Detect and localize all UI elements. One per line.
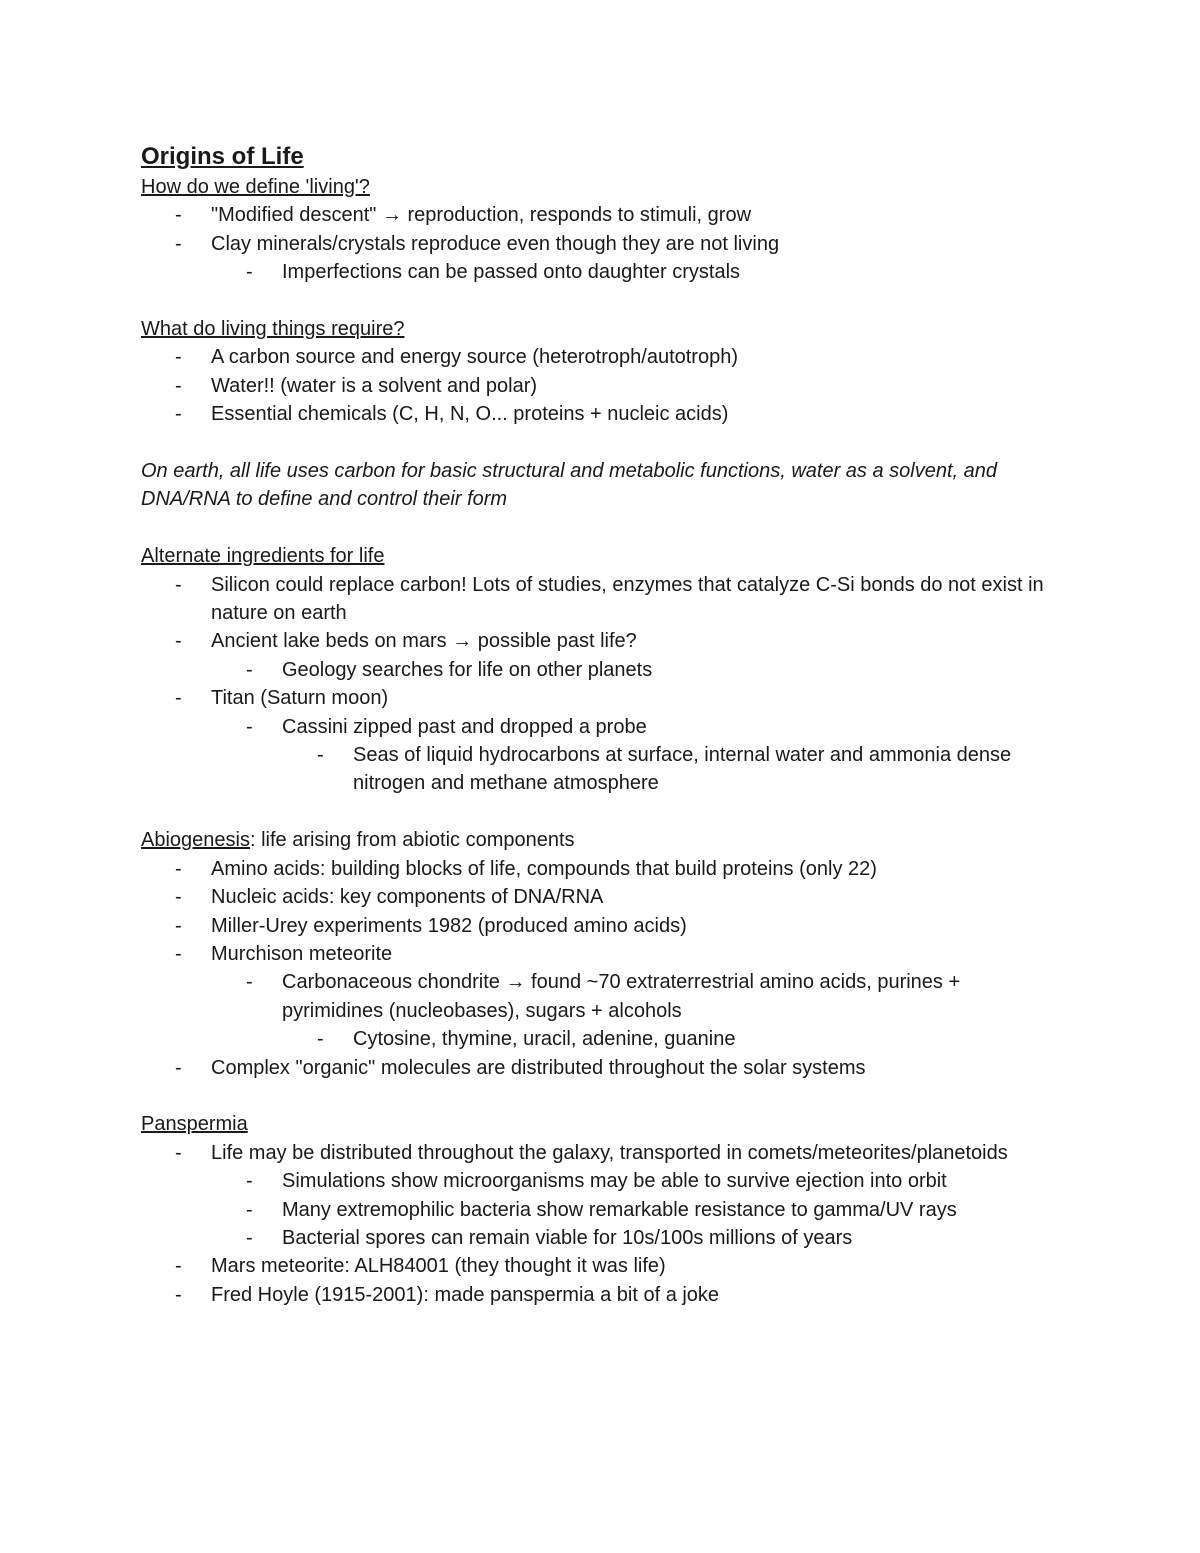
list-item xyxy=(141,940,1061,968)
section-heading-text: What do living things require? xyxy=(141,318,405,341)
bullet-dash: - xyxy=(246,1170,253,1193)
list-item-text: Imperfections can be passed onto daughter crystals xyxy=(282,261,741,284)
list-item-text: Seas of liquid hydrocarbons at surface, internal water and ammonia dense nitrogen and methane atmosphere xyxy=(353,744,1012,795)
list-item-text: "Modified descent" → reproduction, responds to stimuli, grow xyxy=(211,204,752,227)
section-heading xyxy=(141,315,1061,343)
list-item xyxy=(141,1139,1061,1167)
section-heading xyxy=(141,173,1061,201)
list-item-text: Silicon could replace carbon! Lots of studies, enzymes that catalyze C-Si bonds do not exist in nature on earth xyxy=(211,573,1044,625)
italic-paragraph: On earth, all life uses carbon for basic structural and metabolic functions, water as a solvent, and DNA/RNA to define and control their form xyxy=(141,460,997,511)
bullet-dash: - xyxy=(246,715,253,738)
list-item-text: Titan (Saturn moon) xyxy=(211,687,389,710)
spacer xyxy=(141,798,1061,826)
list-item-text: Miller-Urey experiments 1982 (produced amino acids) xyxy=(211,914,687,937)
section-heading-text: Alternate ingredients for life xyxy=(141,545,385,568)
bullet-dash: - xyxy=(175,630,182,653)
list-item-text: A carbon source and energy source (heterotroph/autotroph) xyxy=(211,346,738,369)
list-item-text: Geology searches for life on other planets xyxy=(282,658,653,681)
list-item-text: Amino acids: building blocks of life, compounds that build proteins (only 22) xyxy=(211,857,877,880)
bullet-dash: - xyxy=(175,346,182,369)
list-item xyxy=(141,968,1061,1025)
list-item-text: Clay minerals/crystals reproduce even though they are not living xyxy=(211,232,780,255)
list-item xyxy=(141,684,1061,712)
list-item xyxy=(141,1281,1061,1309)
list-item xyxy=(141,230,1061,258)
list-item xyxy=(141,912,1061,940)
bullet-dash: - xyxy=(175,403,182,426)
list-item-text: Bacterial spores can remain viable for 10s/100s millions of years xyxy=(282,1226,853,1249)
bullet-dash: - xyxy=(175,687,182,710)
list-item-text: Life may be distributed throughout the galaxy, transported in comets/meteorites/planetoids xyxy=(211,1141,1008,1164)
list-item xyxy=(141,656,1061,684)
list-item-text: Many extremophilic bacteria show remarkable resistance to gamma/UV rays xyxy=(282,1198,957,1221)
list-item-text: Water!! (water is a solvent and polar) xyxy=(211,374,538,397)
bullet-dash: - xyxy=(246,971,253,994)
bullet-dash: - xyxy=(175,1141,182,1164)
spacer xyxy=(141,287,1061,315)
section-heading xyxy=(141,1110,1061,1138)
section-heading-text: Panspermia xyxy=(141,1113,248,1136)
list-item-text: Cytosine, thymine, uracil, adenine, guanine xyxy=(353,1028,736,1051)
list-item xyxy=(141,1167,1061,1195)
bullet-dash: - xyxy=(175,1056,182,1079)
list-item xyxy=(141,883,1061,911)
list-item xyxy=(141,201,1061,229)
section-heading-suffix: : life arising from abiotic components xyxy=(249,829,575,852)
bullet-dash: - xyxy=(246,658,253,681)
bullet-dash: - xyxy=(175,942,182,965)
list-item xyxy=(141,400,1061,428)
page-title: Origins of Life xyxy=(141,143,304,170)
list-item xyxy=(141,1224,1061,1252)
section-heading xyxy=(141,542,1061,570)
bullet-dash: - xyxy=(246,1198,253,1221)
list-item xyxy=(141,258,1061,286)
list-item xyxy=(141,372,1061,400)
bullet-dash: - xyxy=(175,374,182,397)
list-item xyxy=(141,1196,1061,1224)
list-item-text: Simulations show microorganisms may be able to survive ejection into orbit xyxy=(282,1170,947,1193)
bullet-dash: - xyxy=(175,573,182,596)
section-alternate-ingredients xyxy=(141,542,1061,798)
bullet-dash: - xyxy=(175,857,182,880)
list-item xyxy=(141,855,1061,883)
list-item xyxy=(141,1054,1061,1082)
list-item-text: Carbonaceous chondrite → found ~70 extraterrestrial amino acids, purines + pyrimidines (nucleobases), sugars + alcohols xyxy=(282,971,961,1022)
section-panspermia xyxy=(141,1110,1061,1309)
document-body xyxy=(141,141,1061,1309)
bullet-dash: - xyxy=(175,914,182,937)
bullet-dash: - xyxy=(175,204,182,227)
list-item xyxy=(141,627,1061,655)
list-item-text: Complex "organic" molecules are distributed throughout the solar systems xyxy=(211,1056,866,1079)
spacer xyxy=(141,514,1061,542)
list-item xyxy=(141,1252,1061,1280)
list-item-text: Essential chemicals (C, H, N, O... proteins + nucleic acids) xyxy=(211,403,729,426)
list-item-text: Cassini zipped past and dropped a probe xyxy=(282,715,647,738)
list-item xyxy=(141,1025,1061,1053)
section-defining-living xyxy=(141,173,1061,287)
bullet-dash: - xyxy=(317,1028,324,1051)
spacer xyxy=(141,1082,1061,1110)
section-heading-text: How do we define 'living'? xyxy=(141,176,370,198)
section-requirements xyxy=(141,315,1061,429)
list-item-text: Fred Hoyle (1915-2001): made panspermia a bit of a joke xyxy=(211,1283,720,1306)
list-item xyxy=(141,713,1061,741)
section-heading-text: Abiogenesis xyxy=(141,829,250,852)
bullet-dash: - xyxy=(175,232,182,255)
bullet-dash: - xyxy=(175,886,182,909)
bullet-dash: - xyxy=(175,1255,182,1278)
section-abiogenesis xyxy=(141,826,1061,1082)
list-item-text: Murchison meteorite xyxy=(211,942,393,965)
list-item xyxy=(141,741,1061,798)
bullet-dash: - xyxy=(246,261,253,284)
bullet-dash: - xyxy=(246,1226,253,1249)
section-heading xyxy=(141,826,1061,854)
list-item xyxy=(141,571,1061,628)
bullet-dash: - xyxy=(175,1283,182,1306)
list-item-text: Ancient lake beds on mars → possible past life? xyxy=(211,630,637,653)
bullet-dash: - xyxy=(317,744,324,767)
list-item-text: Mars meteorite: ALH84001 (they thought it was life) xyxy=(211,1255,666,1278)
list-item-text: Nucleic acids: key components of DNA/RNA xyxy=(211,886,604,909)
spacer xyxy=(141,429,1061,457)
list-item xyxy=(141,343,1061,371)
